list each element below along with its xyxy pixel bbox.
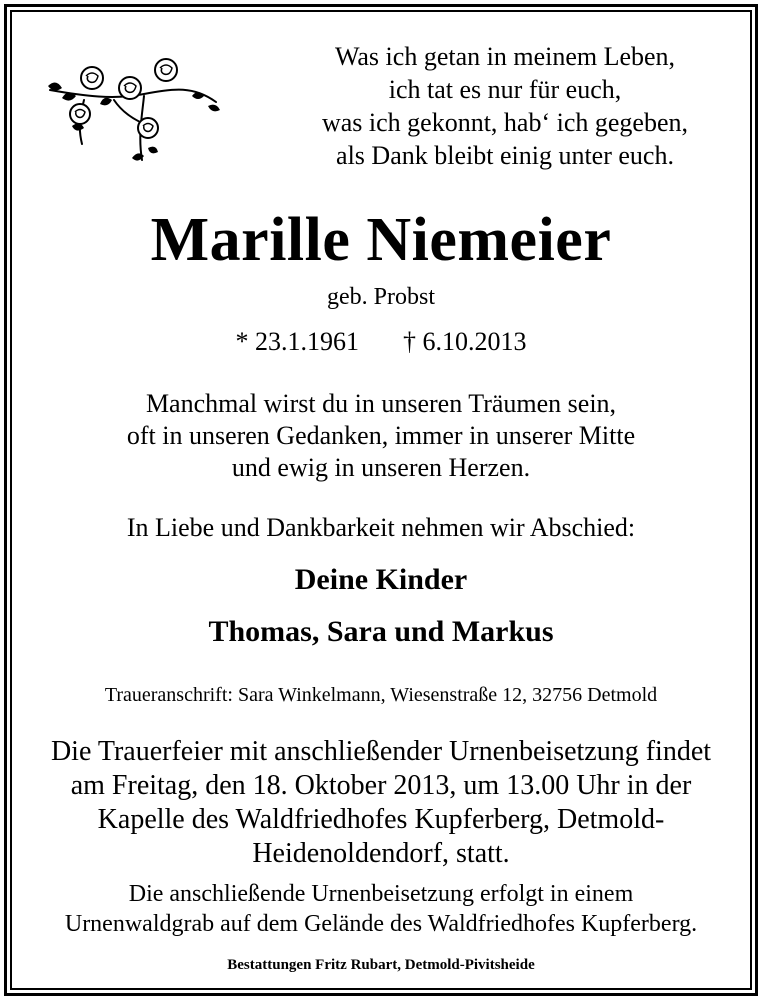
farewell-line: In Liebe und Dankbarkeit nehmen wir Abschied:	[126, 513, 636, 542]
mourning-address: Traueranschrift: Sara Winkelmann, Wiesenstraße 12, 32756 Detmold	[104, 684, 658, 706]
ceremony-line: Kapelle des Waldfriedhofes Kupferberg, Detmold-	[97, 804, 665, 835]
ceremony-info	[0, 735, 762, 871]
birth-name: geb. Probst	[327, 284, 435, 310]
verse-line: und ewig in unseren Herzen.	[231, 453, 531, 482]
verse	[0, 388, 762, 484]
poem-line: ich tat es nur für euch,	[388, 75, 622, 104]
verse-line: Manchmal wirst du in unseren Träumen sein,	[145, 389, 617, 418]
ceremony-line: Die Trauerfeier mit anschließender Urnenbeisetzung findet	[50, 736, 712, 767]
undertaker: Bestattungen Fritz Rubart, Detmold-Pivitsheide	[227, 957, 535, 973]
poem-line: was ich gekonnt, hab‘ ich gegeben,	[321, 108, 689, 137]
mourners-title: Deine Kinder	[294, 563, 468, 596]
roses-icon	[44, 56, 224, 168]
urn-line: Urnenwaldgrab auf dem Gelände des Waldfriedhofes Kupferberg.	[64, 911, 698, 937]
life-dates	[0, 325, 762, 359]
urn-line: Die anschließende Urnenbeisetzung erfolgt in einem	[128, 881, 634, 907]
poem	[270, 40, 740, 172]
ceremony-line: am Freitag, den 18. Oktober 2013, um 13.00 Uhr in der	[70, 770, 692, 801]
birth-date: * 23.1.1961	[235, 327, 359, 356]
verse-line: oft in unseren Gedanken, immer in unserer Mitte	[126, 421, 636, 450]
deceased-name: Marille Niemeier	[150, 206, 612, 274]
poem-line: Was ich getan in meinem Leben,	[334, 42, 676, 71]
poem-line: als Dank bleibt einig unter euch.	[336, 141, 674, 170]
mourners-names: Thomas, Sara und Markus	[208, 615, 554, 648]
ceremony-line: Heidenoldendorf, statt.	[252, 838, 510, 869]
urn-burial-info	[0, 879, 762, 939]
death-date: † 6.10.2013	[403, 327, 527, 356]
